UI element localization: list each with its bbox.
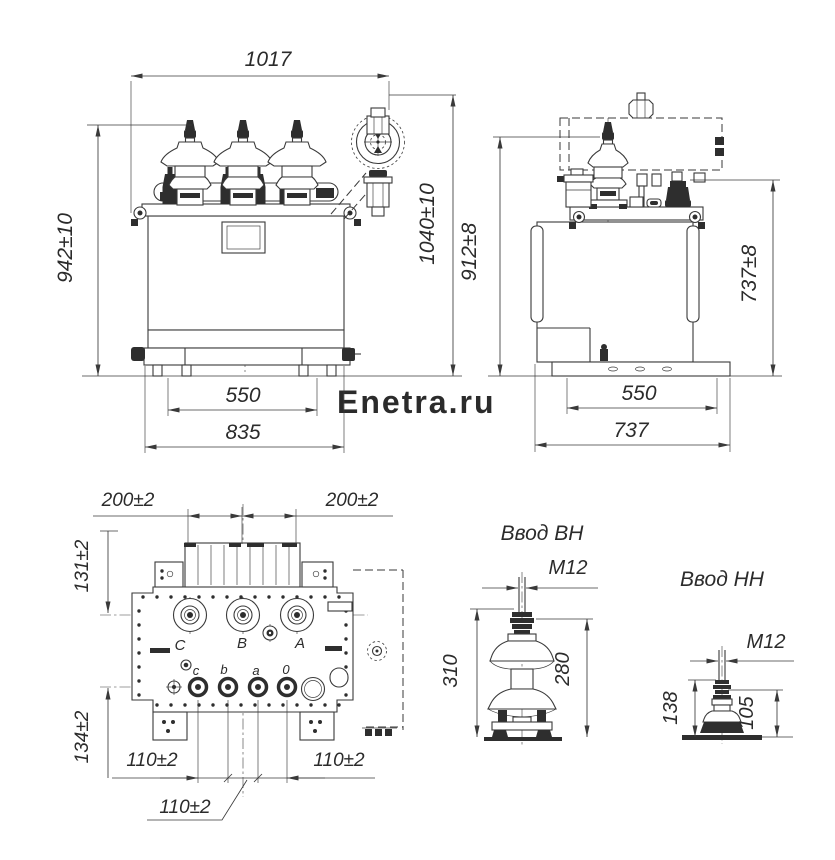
dim-offset-top: 131±2 [72, 539, 93, 593]
top-view [72, 490, 403, 820]
side-lv-bushing [665, 172, 691, 207]
hv-bushing-detail [440, 522, 598, 746]
lifting-lug [131, 347, 145, 361]
terminal-label-c: c [192, 663, 200, 678]
dim-lv-insulator: 105 [736, 696, 758, 730]
dim-base-inner: 550 [621, 382, 657, 405]
ground-hatch [484, 737, 562, 741]
lv-detail-title: Ввод НН [680, 568, 764, 591]
side-view [458, 93, 782, 452]
dim-base-outer: 737 [613, 419, 649, 442]
dim-lv-pitch-left: 110±2 [126, 750, 178, 771]
transport-envelope-dashed [560, 93, 724, 170]
lv-bushing-detail [660, 568, 794, 744]
dim-height-right: 737±8 [738, 244, 761, 304]
dim-spacing-left: 200±2 [101, 490, 155, 511]
dim-lv-pitch-right: 110±2 [313, 750, 365, 771]
terminal-label-b: b [220, 662, 228, 677]
oil-level-gauge [331, 108, 405, 219]
nameplate [222, 222, 265, 253]
dim-height-right: 1040±10 [416, 183, 439, 265]
phase-label-b: B [236, 635, 248, 652]
phase-label-a: A [294, 635, 306, 652]
phase-label-c: C [174, 637, 186, 654]
dim-height-left: 942±10 [54, 213, 77, 283]
dim-height-left: 912±8 [458, 222, 481, 282]
dim-spacing-right: 200±2 [325, 490, 379, 511]
side-hv-bushing [588, 122, 628, 209]
ground-hatch [682, 735, 762, 740]
dim-hv-overall: 310 [440, 654, 462, 688]
dim-hv-insulator: 280 [552, 652, 574, 686]
drain-valve [342, 348, 355, 361]
dim-lv-overall: 138 [660, 691, 682, 725]
expansion-cup [557, 169, 593, 207]
hv-detail-title: Ввод ВН [500, 522, 584, 545]
dim-offset-bottom: 134±2 [72, 710, 93, 764]
dim-width-top: 1017 [244, 48, 292, 71]
hv-thread-label: M12 [548, 557, 588, 579]
dim-base-outer: 835 [225, 421, 261, 444]
base-plate [552, 362, 730, 376]
watermark: Enetra.ru [337, 384, 496, 420]
front-tank [131, 216, 361, 376]
lv-thread-label: M12 [746, 631, 786, 653]
terminal-label-a: a [252, 663, 260, 678]
dim-lv-pitch-mid: 110±2 [159, 797, 211, 818]
side-tank [531, 222, 730, 376]
dim-base-inner: 550 [225, 384, 261, 407]
terminal-label-0: 0 [282, 662, 290, 677]
radiator-fins [155, 543, 333, 587]
